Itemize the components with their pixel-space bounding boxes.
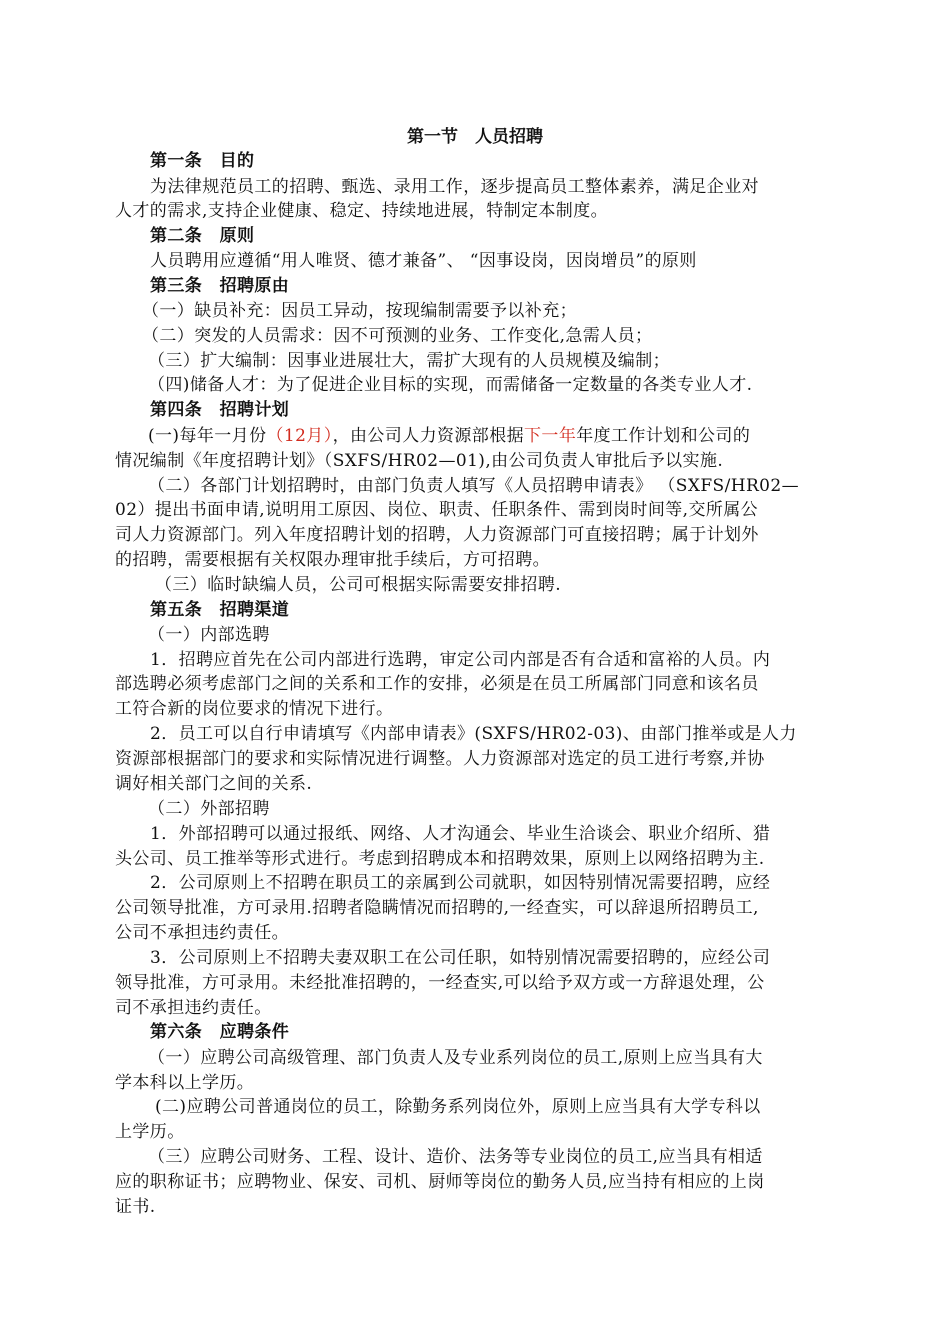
article-5-text: 资源部根据部门的要求和实际情况进行调整。人力资源部对选定的员工进行考察,并协	[115, 749, 765, 769]
article-6-text: （一）应聘公司高级管理、部门负责人及专业系列岗位的员工,原则上应当具有大	[148, 1048, 763, 1068]
article-4-text: 年度工作计划和公司的	[576, 426, 751, 446]
article-6-text: （三）应聘公司财务、工程、设计、造价、法务等专业岗位的员工,应当具有相适	[148, 1147, 763, 1167]
article-4-text: （二）各部门计划招聘时，由部门负责人填写《人员招聘申请表》 （SXFS/HR02—	[148, 476, 799, 496]
article-3-item: （二）突发的人员需求：因不可预测的业务、工作变化,急需人员；	[142, 326, 653, 346]
article-5-text: 1．外部招聘可以通过报纸、网络、人才沟通会、毕业生洽谈会、职业介绍所、猎	[150, 824, 771, 844]
article-2-text: 人员聘用应遵循“用人唯贤、德才兼备”、 “因事设岗，因岗增员”的原则	[150, 251, 697, 271]
article-5-text: 司不承担违约责任。	[115, 998, 272, 1018]
article-5-heading: 第五条 招聘渠道	[150, 600, 290, 620]
article-3-item: （三）扩大编制：因事业进展壮大，需扩大现有的人员规模及编制；	[148, 351, 670, 371]
article-5-text: 公司不承担违约责任。	[115, 923, 289, 943]
article-5-text: 3．公司原则上不招聘夫妻双职工在公司任职，如特别情况需要招聘的，应经公司	[150, 948, 771, 968]
article-5-text: 调好相关部门之间的关系.	[115, 774, 313, 794]
subsection-title: （一）内部选聘	[148, 625, 270, 645]
article-6-text: (二)应聘公司普通岗位的员工，除勤务系列岗位外，原则上应当具有大学专科以	[155, 1097, 761, 1117]
article-4-text: （三）临时缺编人员，公司可根据实际需要安排招聘.	[155, 575, 562, 595]
section-title: 第一节 人员招聘	[407, 127, 543, 147]
article-3-item: （四)储备人才：为了促进企业目标的实现，而需储备一定数量的各类专业人才.	[148, 375, 753, 395]
article-4-text: ，由公司人力资源部根据	[332, 426, 525, 446]
article-6-text: 学本科以上学历。	[115, 1073, 255, 1093]
article-6-text: 证书.	[115, 1197, 156, 1217]
highlight-month: （12月）	[266, 426, 333, 446]
article-1-heading: 第一条 目的	[150, 151, 255, 171]
article-6-heading: 第六条 应聘条件	[150, 1022, 290, 1042]
article-4-text: 情况编制《年度招聘计划》（SXFS/HR02—01),由公司负责人审批后予以实施.	[115, 451, 724, 471]
article-5-text: 头公司、员工推举等形式进行。考虑到招聘成本和招聘效果，原则上以网络招聘为主.	[115, 849, 765, 869]
subsection-title: （二）外部招聘	[148, 799, 270, 819]
article-5-text: 2．公司原则上不招聘在职员工的亲属到公司就职，如因特别情况需要招聘，应经	[150, 873, 771, 893]
article-5-text: 公司领导批准，方可录用.招聘者隐瞒情况而招聘的,一经查实，可以辞退所招聘员工,	[115, 898, 759, 918]
highlight-next-year: 下一年	[524, 426, 577, 446]
article-1-text: 人才的需求,支持企业健康、稳定、持续地进展，特制定本制度。	[115, 201, 609, 221]
article-1-text: 为法律规范员工的招聘、甄选、录用工作，逐步提高员工整体素养，满足企业对	[150, 177, 759, 197]
article-4-text: 的招聘，需要根据有关权限办理审批手续后，方可招聘。	[115, 550, 550, 570]
article-3-heading: 第三条 招聘原由	[150, 276, 290, 296]
article-5-text: 领导批准，方可录用。未经批准招聘的，一经查实,可以给予双方或一方辞退处理，公	[115, 973, 765, 993]
article-6-text: 上学历。	[115, 1122, 185, 1142]
article-6-text: 应的职称证书；应聘物业、保安、司机、厨师等岗位的勤务人员,应当持有相应的上岗	[115, 1172, 765, 1192]
article-4-heading: 第四条 招聘计划	[150, 400, 290, 420]
article-3-item: （一）缺员补充：因员工异动，按现编制需要予以补充；	[142, 301, 577, 321]
article-2-heading: 第二条 原则	[150, 226, 255, 246]
article-5-text: 1．招聘应首先在公司内部进行选聘，审定公司内部是否有合适和富裕的人员。内	[150, 650, 771, 670]
article-4-text: (一)每年一月份	[148, 426, 267, 446]
article-4-text: 02）提出书面申请,说明用工原因、岗位、职责、任职条件、需到岗时间等,交所属公	[115, 500, 759, 520]
article-5-text: 工符合新的岗位要求的情况下进行。	[115, 699, 394, 719]
article-4-text: 司人力资源部门。列入年度招聘计划的招聘，人力资源部门可直接招聘；属于计划外	[115, 525, 759, 545]
article-4-item-1	[148, 424, 870, 448]
article-5-text: 2．员工可以自行申请填写《内部申请表》(SXFS/HR02-03)、由部门推举或是人力	[150, 724, 797, 744]
article-5-text: 部选聘必须考虑部门之间的关系和工作的安排，必须是在员工所属部门同意和该名员	[115, 674, 759, 694]
